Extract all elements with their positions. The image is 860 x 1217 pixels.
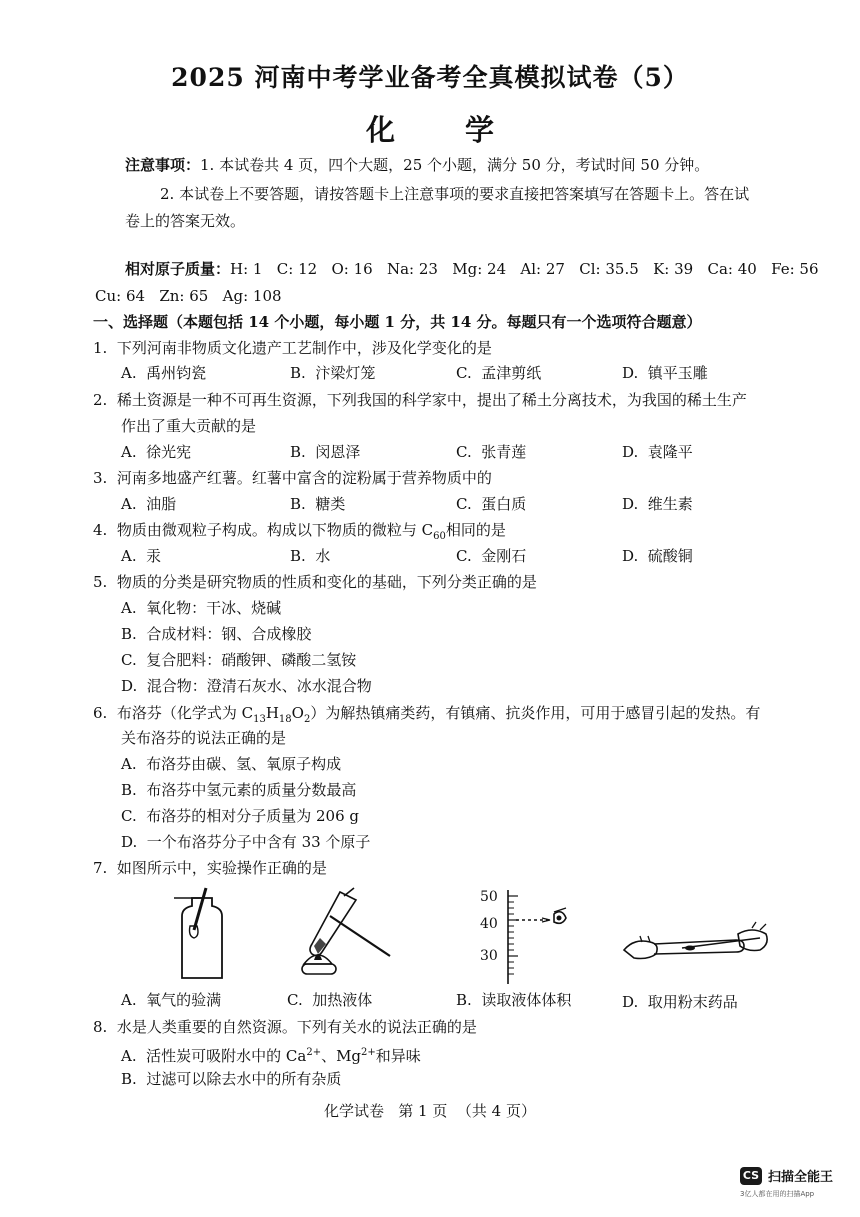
q3-stem: 3. 河南多地盛产红薯。红薯中富含的淀粉属于营养物质中的 [93, 469, 492, 487]
q3-option-c: C. 蛋白质 [456, 495, 527, 513]
scanner-app-name: 扫描全能王 [768, 1170, 834, 1185]
q4-stem-pre: 4. 物质由微观粒子构成。构成以下物质的微粒与 C [93, 521, 434, 539]
q7-option-d: D. 取用粉末药品 [622, 993, 738, 1011]
q6-formula-c-sub: 13 [253, 714, 266, 725]
page-footer: 化学试卷 第 1 页 （共 4 页） [323, 1102, 536, 1120]
q5-option-d: D. 混合物：澄清石灰水、冰水混合物 [121, 677, 372, 695]
q2-stem-1: 2. 稀土资源是一种不可再生资源，下列我国的科学家中，提出了稀土分离技术，为我国的稀土生产 [93, 391, 747, 409]
q7-option-b: B. 读取液体体积 [456, 991, 572, 1009]
q5-option-b: B. 合成材料：钢、合成橡胶 [121, 625, 312, 643]
q6-stem-2: 关布洛芬的说法正确的是 [121, 729, 287, 747]
q3-option-d: D. 维生素 [622, 495, 693, 513]
notice-item-2b: 卷上的答案无效。 [125, 212, 246, 230]
q6-formula-o-sub: 2 [303, 714, 311, 725]
q2-option-a: A. 徐光宪 [121, 443, 192, 461]
q6-formula-h: H [265, 704, 279, 722]
hand-left-icon [624, 941, 657, 959]
atomic-mass-line-1 [125, 259, 819, 279]
q6-option-d: D. 一个布洛芬分子中含有 33 个原子 [121, 833, 371, 851]
q1-option-d: D. 镇平玉雕 [622, 364, 708, 382]
figure-powder-loading [620, 920, 772, 976]
notice-item-2a: 2. 本试卷上不要答题，请按答题卡上注意事项的要求直接把答案填写在答题卡上。答在试 [160, 185, 750, 203]
q3-option-a: A. 油脂 [121, 495, 177, 513]
q8-option-b: B. 过滤可以除去水中的所有杂质 [121, 1070, 342, 1088]
notice-line-1 [125, 155, 709, 175]
q6-option-a: A. 布洛芬由碳、氢、氧原子构成 [121, 755, 342, 773]
q8-option-a [121, 1043, 421, 1066]
subject-title: 化 学 [365, 113, 525, 147]
q4-option-c: C. 金刚石 [456, 547, 527, 565]
q2-option-c: C. 张青莲 [456, 443, 527, 461]
q6-option-c: C. 布洛芬的相对分子质量为 206 g [121, 807, 360, 825]
q7-stem: 7. 如图所示中，实验操作正确的是 [93, 859, 327, 877]
q8-a-mg-charge: 2+ [361, 1047, 376, 1058]
figure-cylinder-reading [472, 884, 582, 988]
q6-stem-post: ）为解热镇痛类药，有镇痛、抗炎作用，可用于感冒引起的发热。有 [310, 704, 761, 722]
figure-heating-liquid [298, 886, 398, 982]
section-heading: 一、选择题（本题包括 14 个小题，每小题 1 分，共 14 分。每题只有一个选项符合题意） [93, 313, 702, 331]
q6-option-b: B. 布洛芬中氢元素的质量分数最高 [121, 781, 357, 799]
q4-option-b: B. 水 [290, 547, 331, 565]
q4-stem-sub: 60 [433, 531, 446, 542]
atomic-mass-values-2: Cu: 64 Zn: 65 Ag: 108 [95, 287, 282, 305]
q1-option-b: B. 汴梁灯笼 [290, 364, 376, 382]
q6-formula-o: O [291, 704, 304, 722]
scanner-logo-icon: CS [740, 1167, 762, 1185]
cylinder-tick-50: 50 [480, 889, 498, 905]
q4-option-d: D. 硫酸铜 [622, 547, 693, 565]
q3-option-b: B. 糖类 [290, 495, 346, 513]
q1-stem: 1. 下列河南非物质文化遗产工艺制作中，涉及化学变化的是 [93, 339, 492, 357]
atomic-mass-label: 相对原子质量： [125, 260, 231, 278]
atomic-mass-values-1: H: 1 C: 12 O: 16 Na: 23 Mg: 24 Al: 27 Cl: 35.5 K: 39 Ca: 40 Fe: 56 [230, 260, 819, 278]
q2-option-d: D. 袁隆平 [622, 443, 693, 461]
q5-option-c: C. 复合肥料：硝酸钾、磷酸二氢铵 [121, 651, 357, 669]
q2-option-b: B. 闵恩泽 [290, 443, 361, 461]
q8-stem: 8. 水是人类重要的自然资源。下列有关水的说法正确的是 [93, 1018, 477, 1036]
q1-option-a: A. 禹州钧瓷 [121, 364, 207, 382]
q5-option-a: A. 氧化物：干冰、烧碱 [121, 599, 282, 617]
q8-a-ca-charge: 2+ [306, 1047, 322, 1058]
q8-a-mid: 、Mg [321, 1047, 362, 1065]
q4-stem-post: 相同的是 [445, 521, 506, 539]
q6-stem [93, 703, 760, 730]
q8-a-pre: A. 活性炭可吸附水中的 Ca [121, 1047, 307, 1065]
scanner-tagline: 3亿人都在用的扫描App [740, 1190, 815, 1198]
q7-option-c: C. 加热液体 [287, 991, 373, 1009]
q4-stem [93, 520, 506, 547]
q7-option-a: A. 氧气的验满 [121, 991, 222, 1009]
cylinder-tick-40: 40 [480, 916, 498, 932]
q4-option-a: A. 汞 [121, 547, 162, 565]
notice-item-1: 1. 本试卷共 4 页，四个大题，25 个小题，满分 50 分，考试时间 50 分钟。 [200, 156, 710, 174]
exam-title: 2025 河南中考学业备考全真模拟试卷（5） [171, 63, 689, 92]
scanner-watermark [740, 1166, 833, 1199]
notice-label: 注意事项： [125, 156, 201, 174]
q6-stem-pre: 6. 布洛芬（化学式为 C [93, 704, 254, 722]
figure-oxygen-check [160, 886, 240, 982]
q1-option-c: C. 孟津剪纸 [456, 364, 542, 382]
q8-a-post: 和异味 [375, 1047, 421, 1065]
cylinder-tick-30: 30 [480, 948, 498, 964]
q2-stem-2: 作出了重大贡献的是 [121, 417, 257, 435]
q5-stem: 5. 物质的分类是研究物质的性质和变化的基础，下列分类正确的是 [93, 573, 537, 591]
q6-formula-h-sub: 18 [278, 714, 292, 725]
